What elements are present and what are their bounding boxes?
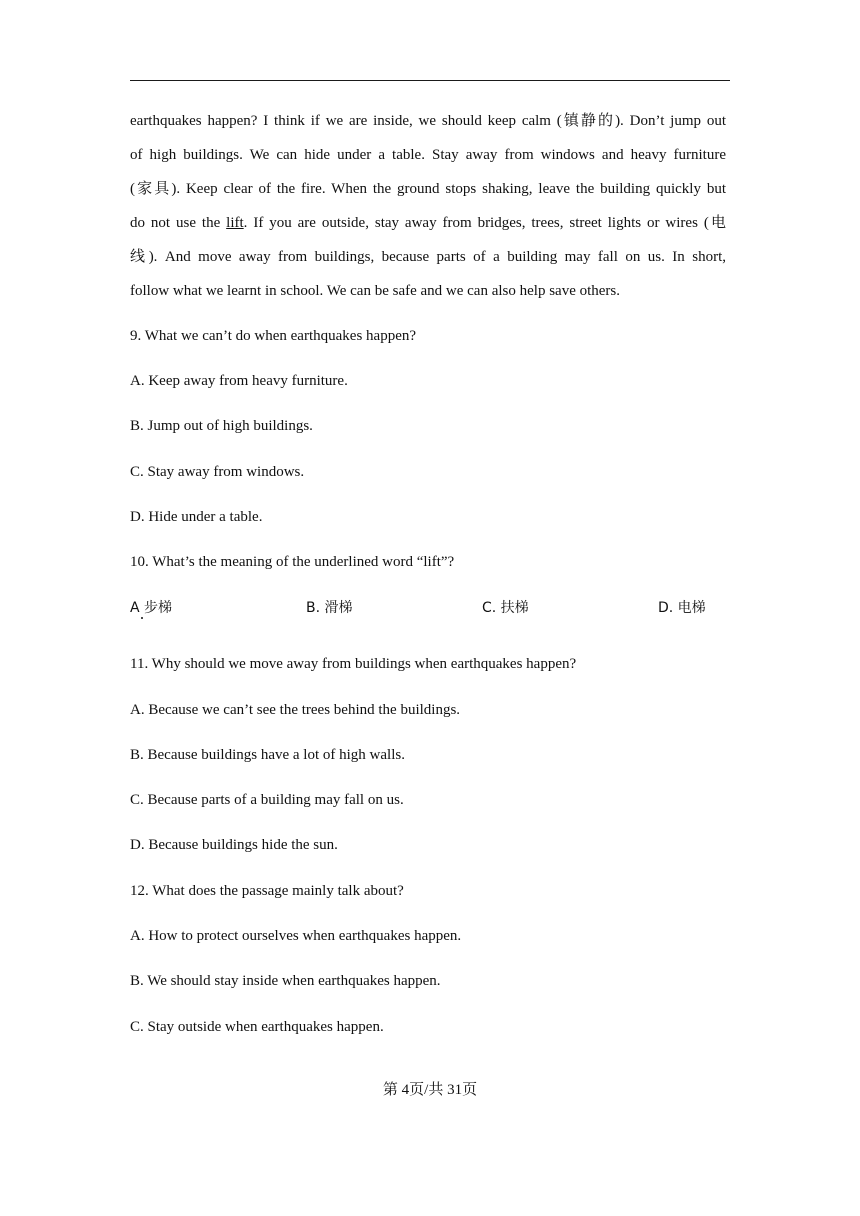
- underlined-word-lift: lift: [226, 215, 244, 231]
- question-12-stem: 12. What does the passage mainly talk about?: [130, 883, 404, 899]
- question-11-option-d: D. Because buildings hide the sun.: [130, 837, 338, 853]
- question-9-stem: 9. What we can’t do when earthquakes happen?: [130, 328, 417, 344]
- question-11-stem: 11. Why should we move away from buildings when earthquakes happen?: [130, 656, 577, 672]
- question-12-option-b: B. We should stay inside when earthquakes happen.: [130, 973, 441, 989]
- question-10-option-a: A 步梯: [130, 600, 173, 616]
- question-12-option-c: C. Stay outside when earthquakes happen.: [130, 1019, 384, 1035]
- reading-passage: [130, 104, 726, 308]
- question-11-option-a: A. Because we can’t see the trees behind the buildings.: [130, 702, 461, 718]
- question-10-option-c: C. 扶梯: [482, 600, 529, 616]
- page-number-footer: 第 4页/共 31页: [382, 1082, 478, 1098]
- question-10-option-d: D. 电梯: [658, 600, 706, 616]
- question-11-option-c: C. Because parts of a building may fall on us.: [130, 792, 404, 808]
- question-12-option-a: A. How to protect ourselves when earthquakes happen.: [130, 928, 462, 944]
- passage-line-3: (家具). Keep clear of the fire. When the ground stops shaking, leave the building quickly but: [130, 181, 726, 197]
- option-a-dot-mark: [141, 617, 143, 619]
- passage-line-2: of high buildings. We can hide under a table. Stay away from windows and heavy furniture: [130, 147, 726, 163]
- passage-line-5: 线). And move away from buildings, because parts of a building may fall on us. In short,: [130, 249, 726, 265]
- question-10-option-b: B. 滑梯: [306, 600, 353, 616]
- question-9-option-c: C. Stay away from windows.: [130, 464, 305, 480]
- question-9-option-b: B. Jump out of high buildings.: [130, 418, 313, 434]
- header-rule: [130, 80, 730, 81]
- passage-line-4-after: . If you are outside, stay away from bridges, trees, street lights or wires (电: [243, 215, 726, 231]
- question-11-option-b: B. Because buildings have a lot of high walls.: [130, 747, 405, 763]
- question-9-option-a: A. Keep away from heavy furniture.: [130, 373, 348, 389]
- passage-line-6: follow what we learnt in school. We can be safe and we can also help save others.: [130, 283, 621, 299]
- question-10-options-row: [130, 597, 730, 623]
- passage-line-4: [130, 206, 726, 240]
- passage-line-4-before: do not use the: [130, 215, 227, 231]
- passage-line-1: earthquakes happen? I think if we are inside, we should keep calm (镇静的). Don’t jump out: [130, 113, 726, 129]
- question-9-option-d: D. Hide under a table.: [130, 509, 263, 525]
- question-10-stem: 10. What’s the meaning of the underlined word “lift”?: [130, 554, 455, 570]
